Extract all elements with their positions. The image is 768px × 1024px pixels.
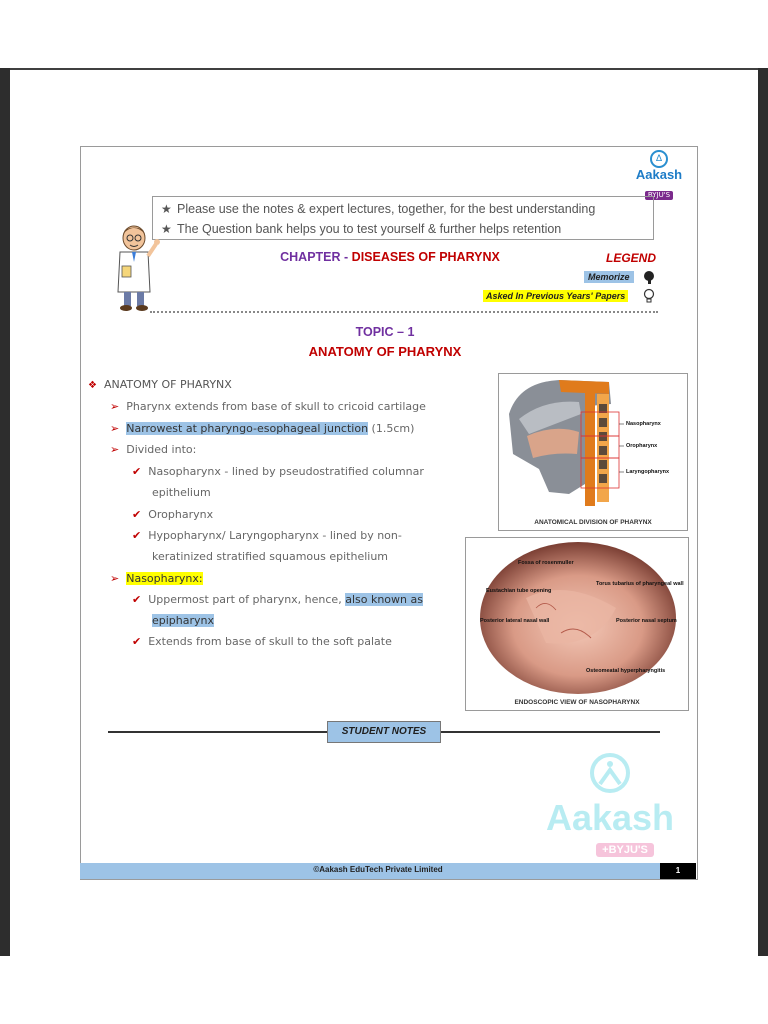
point-text: Extends from base of skull to the soft palate (148, 635, 392, 648)
notice-line-1: Please use the notes & expert lectures, together, for the best understanding (177, 201, 596, 216)
list-item (132, 529, 402, 542)
label-torus: Torus tubarius of pharyngeal wall (596, 581, 684, 587)
diamond-bullet-icon: ❖ (88, 380, 97, 391)
check-bullet-icon: ✔ (132, 593, 142, 606)
label-eustachian: Eustachian tube opening (486, 588, 552, 594)
list-item (132, 465, 424, 478)
list-item (132, 635, 392, 648)
chapter-prefix: CHAPTER - (280, 250, 349, 264)
lightbulb-icon (642, 288, 656, 304)
list-item (110, 572, 203, 585)
legend-memorize: Memorize (584, 271, 634, 283)
notes-content (88, 378, 468, 658)
label-nasopharynx: Nasopharynx (626, 421, 661, 427)
star-icon: ★ (161, 221, 172, 236)
list-item-continuation: keratinized stratified squamous epithelium (152, 550, 389, 563)
logo-byjus: BYJU'S (645, 191, 673, 200)
highlighted-text: epipharynx (152, 614, 215, 627)
figure-anatomical-division (498, 373, 688, 531)
point-text: Uppermost part of pharynx, hence, (148, 593, 346, 606)
figure-caption: ANATOMICAL DIVISION OF PHARYNX (534, 519, 652, 526)
point-text: (1.5cm) (368, 422, 415, 435)
check-bullet-icon: ✔ (132, 508, 142, 521)
point-text: Divided into: (126, 443, 197, 456)
arrow-bullet-icon: ➢ (110, 422, 120, 435)
list-item (132, 508, 213, 521)
arrow-bullet-icon: ➢ (110, 400, 120, 413)
chapter-title (230, 250, 550, 264)
check-bullet-icon: ✔ (132, 465, 142, 478)
logo-word: Aakash (635, 167, 683, 182)
notice-box (152, 196, 654, 240)
watermark-word: Aakash (545, 797, 675, 838)
list-item (110, 443, 196, 456)
aakash-logo (630, 150, 688, 199)
check-bullet-icon: ✔ (132, 635, 142, 648)
aakash-watermark (535, 752, 685, 856)
pharynx-section-image (499, 374, 687, 514)
label-fossa: Fossa of rosenmuller (518, 560, 574, 566)
brain-icon (642, 270, 656, 284)
label-lateral-wall: Posterior lateral nasal wall (480, 618, 550, 624)
legend-title: LEGEND (606, 251, 657, 265)
arrow-bullet-icon: ➢ (110, 572, 120, 585)
aakash-emblem-icon (587, 752, 633, 794)
point-text: Nasopharynx - lined by pseudostratified columnar (148, 465, 424, 478)
aakash-emblem-icon: ∆ (650, 150, 668, 168)
point-text: Oropharynx (148, 508, 214, 521)
page-footer (80, 863, 696, 879)
dotted-divider (150, 311, 658, 313)
topic-heading (280, 325, 490, 359)
label-septum: Posterior nasal septum (616, 618, 677, 624)
list-item (88, 378, 232, 391)
list-item-continuation (152, 614, 214, 627)
doctor-cartoon-icon (110, 222, 162, 312)
list-item (110, 400, 426, 413)
topic-title: ANATOMY OF PHARYNX (308, 344, 462, 359)
figure-endoscopic-view (465, 537, 689, 711)
point-text: Pharynx extends from base of skull to cricoid cartilage (126, 400, 426, 413)
topic-number: TOPIC – 1 (355, 325, 415, 339)
label-osteomeatal: Osteomeatal hyperpharyngitis (586, 668, 666, 674)
check-bullet-icon: ✔ (132, 529, 142, 542)
list-item-continuation: epithelium (152, 486, 211, 499)
point-text: Hypopharynx/ Laryngopharynx - lined by non- (148, 529, 402, 542)
arrow-bullet-icon: ➢ (110, 443, 120, 456)
legend-asked-previous: Asked In Previous Years' Papers (483, 290, 628, 302)
list-item (132, 593, 423, 606)
highlighted-text: also known as (345, 593, 423, 606)
notice-line-2: The Question bank helps you to test yourself & further helps retention (177, 221, 562, 236)
highlighted-text: Narrowest at pharyngo-esophageal junction (126, 422, 369, 435)
label-oropharynx: Oropharynx (626, 443, 658, 449)
viewer-left-border (0, 68, 10, 956)
student-notes-label: STUDENT NOTES (327, 721, 441, 743)
chapter-name: DISEASES OF PHARYNX (351, 250, 500, 264)
section-heading: ANATOMY OF PHARYNX (103, 378, 232, 391)
list-item (110, 422, 414, 435)
figure-caption: ENDOSCOPIC VIEW OF NASOPHARYNX (514, 699, 640, 706)
star-icon: ★ (161, 201, 172, 216)
label-laryngopharynx: Laryngopharynx (626, 469, 670, 475)
watermark-byjus: +BYJU'S (596, 843, 654, 857)
page-number: 1 (660, 863, 696, 879)
viewer-right-border (758, 68, 768, 956)
footer-copyright: ©Aakash EduTech Private Limited (313, 865, 443, 874)
highlighted-text: Nasopharynx: (126, 572, 203, 585)
